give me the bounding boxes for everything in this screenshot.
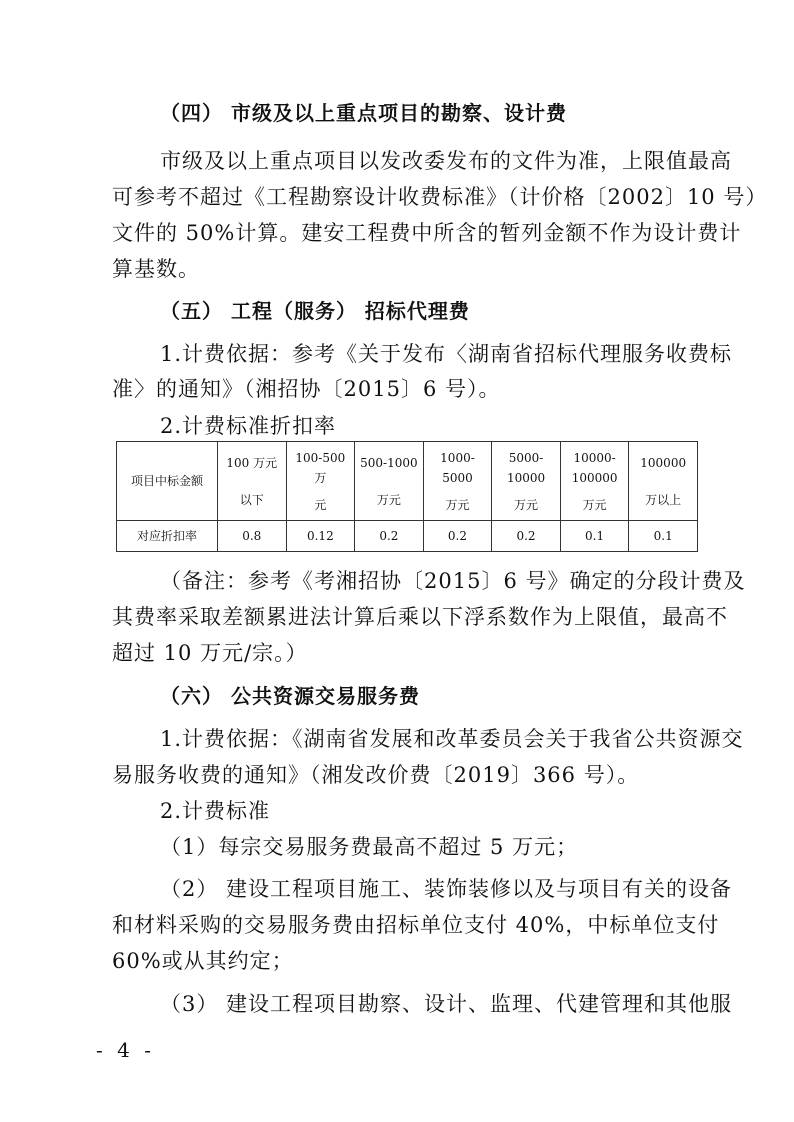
section5-note-line-3: 超过 10 万元/宗。） xyxy=(112,641,308,665)
row-label-rate: 对应折扣率 xyxy=(117,521,218,552)
section6-std-title: 2.计费标准 xyxy=(160,799,271,823)
discount-rate-table xyxy=(116,441,698,552)
section6-item-1: （1）每宗交易服务费最高不超过 5 万元； xyxy=(160,835,579,859)
section5-rate-title: 2.计费标准折扣率 xyxy=(160,414,337,438)
range-cell: 100000 万以上 xyxy=(629,442,698,521)
range-cell: 100 万元 以下 xyxy=(218,442,287,521)
section4-line-4: 算基数。 xyxy=(112,257,200,281)
section4-line-2: 可参考不超过《工程勘察设计收费标准》（计价格〔2002〕10 号） xyxy=(112,185,768,209)
range-cell: 5000-10000 万元 xyxy=(492,442,561,521)
range-cell: 500-1000 万元 xyxy=(355,442,424,521)
section4-line-3: 文件的 50%计算。建安工程费中所含的暂列金额不作为设计费计 xyxy=(112,221,742,245)
range-cell: 10000-100000 万元 xyxy=(560,442,629,521)
section6-item-2-line-2: 和材料采购的交易服务费由招标单位支付 40%，中标单位支付 xyxy=(112,913,720,937)
table-row xyxy=(117,521,698,552)
section4-heading: （四） 市级及以上重点项目的勘察、设计费 xyxy=(160,101,567,125)
section5-basis-line-2: 准〉的通知》（湘招协〔2015〕6 号）。 xyxy=(112,377,501,401)
section4-line-1: 市级及以上重点项目以发改委发布的文件为准，上限值最高 xyxy=(160,149,732,173)
rate-cell: 0.1 xyxy=(560,521,629,552)
page-number: - 4 - xyxy=(96,1038,155,1062)
section5-note-line-1: （备注：参考《考湘招协〔2015〕6 号》确定的分段计费及 xyxy=(160,569,746,593)
range-cell: 100-500 万 元 xyxy=(286,442,355,521)
section5-basis-line-1: 1.计费依据：参考《关于发布〈湖南省招标代理服务收费标 xyxy=(160,342,733,366)
rate-cell: 0.12 xyxy=(286,521,355,552)
rate-cell: 0.2 xyxy=(492,521,561,552)
range-cell: 1000-5000 万元 xyxy=(423,442,492,521)
table-row xyxy=(117,442,698,521)
section6-item-2-line-1: （2） 建设工程项目施工、装饰装修以及与项目有关的设备 xyxy=(160,877,733,901)
section6-heading: （六） 公共资源交易服务费 xyxy=(160,684,420,708)
rate-cell: 0.2 xyxy=(423,521,492,552)
row-label-amount: 项目中标金额 xyxy=(117,442,218,521)
section6-item-2-line-3: 60%或从其约定； xyxy=(112,949,294,973)
rate-cell: 0.2 xyxy=(355,521,424,552)
section6-basis-line-2: 易服务收费的通知》（湘发改价费〔2019〕366 号）。 xyxy=(112,763,640,787)
section5-heading: （五） 工程（服务） 招标代理费 xyxy=(160,299,470,323)
rate-cell: 0.8 xyxy=(218,521,287,552)
section6-item-3: （3） 建设工程项目勘察、设计、监理、代建管理和其他服 xyxy=(160,992,733,1016)
rate-cell: 0.1 xyxy=(629,521,698,552)
section6-basis-line-1: 1.计费依据：《湖南省发展和改革委员会关于我省公共资源交 xyxy=(160,727,744,751)
section5-note-line-2: 其费率采取差额累进法计算后乘以下浮系数作为上限值，最高不 xyxy=(112,605,728,629)
